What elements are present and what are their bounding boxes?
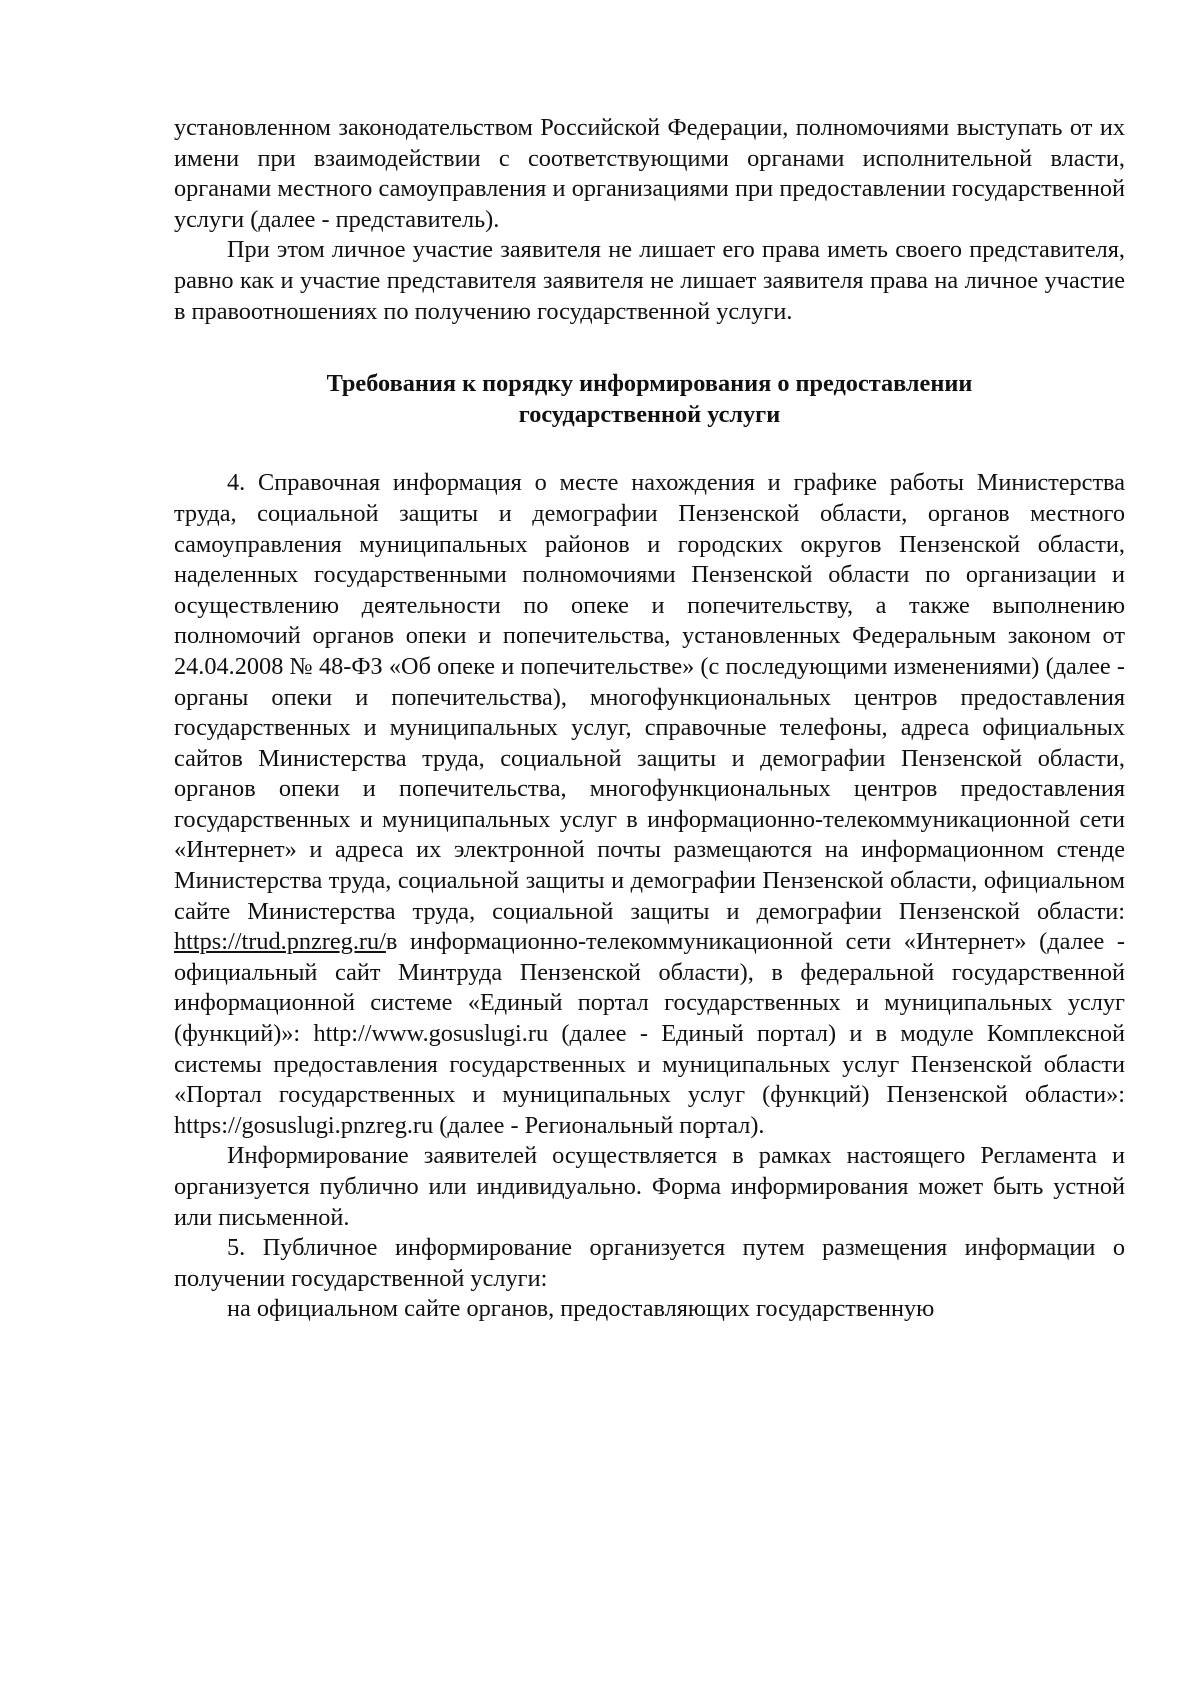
trud-site-link[interactable]: https://trud.pnzreg.ru/ (174, 928, 386, 956)
paragraph-4-reference-info (174, 468, 1125, 1141)
section-heading-line-1: Требования к порядку информирования о предоставлении (326, 370, 973, 398)
paragraph-official-site-start: на официальном сайте органов, предоставляющих государственную (227, 1295, 935, 1323)
paragraph-informing-forms: Информирование заявителей осуществляется в рамках настоящего Регламента и организуется публично или индивидуально. Форма информирования может быть устной или письменной. (174, 1142, 1125, 1231)
section-heading-line-2: государственной услуги (518, 400, 781, 428)
paragraph-5-public-informing: 5. Публичное информирование организуется путем размещения информации о получении государственной услуги: (174, 1234, 1125, 1292)
section-heading (174, 369, 1125, 430)
paragraph-4-text-start: 4. Справочная информация о месте нахождения и графике работы Министерства труда, социальной защиты и демографии Пензенской области, органов местного самоуправления муниципальных районов и городских округов Пензенской области, наделенных государственными полномочиями Пензенской области по организации и осуществлению деятельности по опеке и попечительству, а также выполнению полномочий органов опеки и попечительства, установленных Федеральным законом от 24.04.2008 № 48-ФЗ «Об опеке и попечительстве» (с последующими изменениями) (далее - органы опеки и попечительства), многофункциональных центров предоставления государственных и муниципальных услуг, справочные телефоны, адреса официальных сайтов Министерства труда, социальной защиты и демографии Пензенской области, органов опеки и попечительства, многофункциональных центров предоставления государственных и муниципальных услуг в информационно-телекоммуникационной сети «Интернет» и адреса их электронной почты размещаются на информационном стенде Министерства труда, социальной защиты и демографии Пензенской области, официальном сайте Министерства труда, социальной защиты и демографии Пензенской области: (174, 469, 1125, 925)
paragraph-4-text-end: в информационно-телекоммуникационной сети «Интернет» (далее - официальный сайт Минтруда Пензенской области), в федеральной государственной информационной системе «Единый портал государственных и муниципальных услуг (функций)»: http://www.gosuslugi.ru (далее - Единый портал) и в модуле Комплексной системы предоставления государственных и муниципальных услуг Пензенской области «Портал государственных и муниципальных услуг (функций) Пензенской области»: https://gosuslugi.pnzreg.ru (далее - Региональный портал). (174, 928, 1125, 1139)
paragraph-representative-definition: установленном законодательством Российской Федерации, полномочиями выступать от их имени при взаимодействии с соответствующими органами исполнительной власти, органами местного самоуправления и организациями при предоставлении государственной услуги (далее - представитель). (174, 114, 1125, 233)
paragraph-personal-participation: При этом личное участие заявителя не лишает его права иметь своего представителя, равно как и участие представителя заявителя не лишает заявителя права на личное участие в правоотношениях по получению государственной услуги. (174, 236, 1125, 325)
